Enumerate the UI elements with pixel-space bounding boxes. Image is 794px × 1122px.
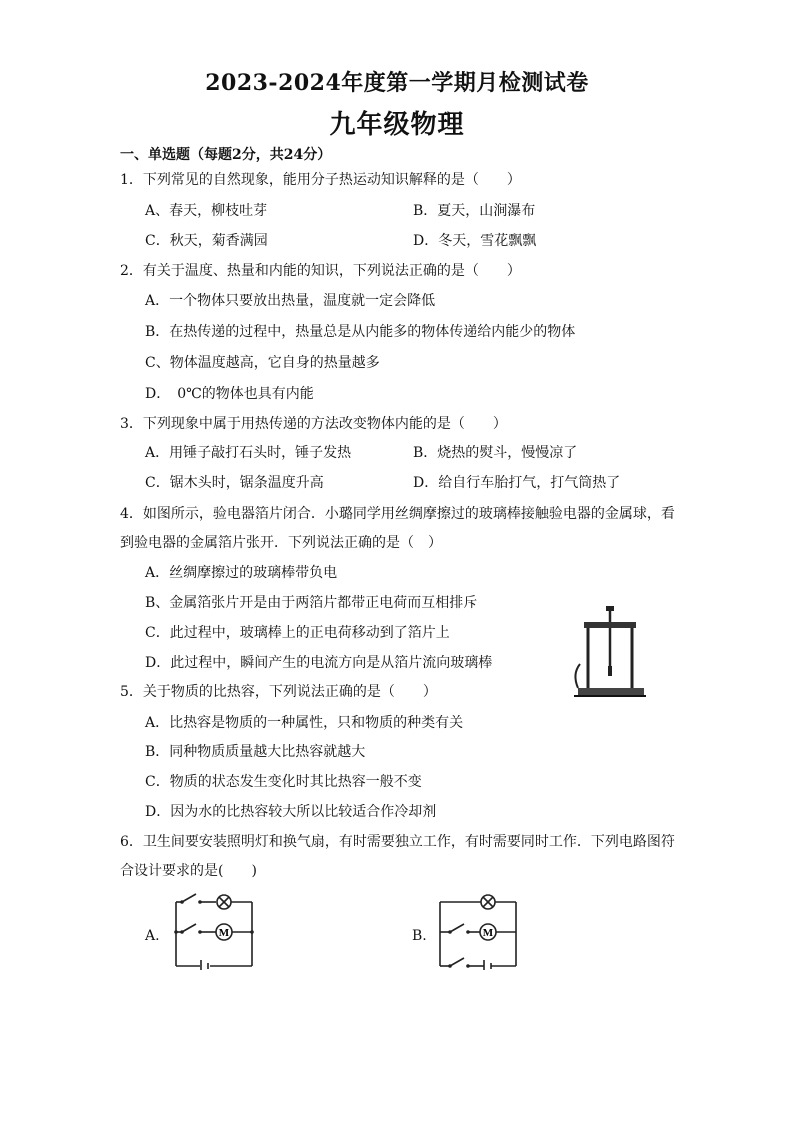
exam-subtitle: 九年级物理 <box>329 110 465 140</box>
section-heading: 一、单选题（每题2分，共24分） <box>120 147 332 163</box>
question-4-stem-line-1: 4．如图所示，验电器箔片闭合．小璐同学用丝绸摩擦过的玻璃棒接触验电器的金属球，看 <box>120 506 675 522</box>
circuit-diagram-a <box>168 888 260 970</box>
question-5-option-b: B．同种物质质量越大比热容就越大 <box>145 744 366 760</box>
question-4-stem-line-2: 到验电器的金属箔片张开．下列说法正确的是（ ） <box>120 535 442 551</box>
exam-title: 2023-2024年度第一学期月检测试卷 <box>205 70 589 96</box>
question-6-option-a-label: A. <box>145 928 160 944</box>
question-3-option-c: C．锯木头时，锯条温度升高 <box>145 475 324 491</box>
question-2-stem: 2．有关于温度、热量和内能的知识，下列说法正确的是（ ） <box>120 263 521 279</box>
question-4-option-a: A．丝绸摩擦过的玻璃棒带负电 <box>145 565 338 581</box>
question-6-stem-line-2: 合设计要求的是( ) <box>120 863 257 879</box>
circuit-diagram-b <box>432 884 524 970</box>
question-1-option-d: D．冬天，雪花飘飘 <box>413 233 537 249</box>
question-3-option-a: A．用锤子敲打石头时，锤子发热 <box>145 445 352 461</box>
motor-symbol-icon: M <box>218 927 230 939</box>
question-5-option-d: D．因为水的比热容较大所以比较适合作冷却剂 <box>145 804 437 820</box>
question-1-option-b: B．夏天，山涧瀑布 <box>413 203 536 219</box>
question-5-option-c: C．物质的状态发生变化时其比热容一般不变 <box>145 774 422 790</box>
question-1-option-c: C．秋天，菊香满园 <box>145 233 268 249</box>
question-2-option-b: B．在热传递的过程中，热量总是从内能多的物体传递给内能少的物体 <box>145 324 576 340</box>
motor-symbol-icon: M <box>482 927 494 939</box>
question-6-stem-line-1: 6．卫生间要安装照明灯和换气扇，有时需要独立工作，有时需要同时工作．下列电路图符 <box>120 834 675 850</box>
question-2-option-a: A．一个物体只要放出热量，温度就一定会降低 <box>145 293 436 309</box>
question-4-option-d: D．此过程中，瞬间产生的电流方向是从箔片流向玻璃棒 <box>145 655 493 671</box>
question-5-option-a: A．比热容是物质的一种属性，只和物质的种类有关 <box>145 715 464 731</box>
question-3-option-d: D．给自行车胎打气，打气筒热了 <box>413 475 621 491</box>
question-4-option-b: B、金属箔张片开是由于两箔片都带正电荷而互相排斥 <box>145 595 478 611</box>
question-2-option-c: C、物体温度越高，它自身的热量越多 <box>145 355 380 371</box>
question-6-option-b-label: B. <box>412 928 427 944</box>
question-3-stem: 3．下列现象中属于用热传递的方法改变物体内能的是（ ） <box>120 416 507 432</box>
question-2-option-d: D． 0℃的物体也具有内能 <box>145 386 314 402</box>
question-1-stem: 1．下列常见的自然现象，能用分子热运动知识解释的是（ ） <box>120 172 521 188</box>
electroscope-icon <box>570 604 650 700</box>
question-1-option-a: A、春天，柳枝吐芽 <box>145 203 268 219</box>
question-5-stem: 5．关于物质的比热容，下列说法正确的是（ ） <box>120 684 437 700</box>
question-3-option-b: B．烧热的熨斗，慢慢凉了 <box>413 445 578 461</box>
question-4-option-c: C．此过程中，玻璃棒上的正电荷移动到了箔片上 <box>145 625 450 641</box>
